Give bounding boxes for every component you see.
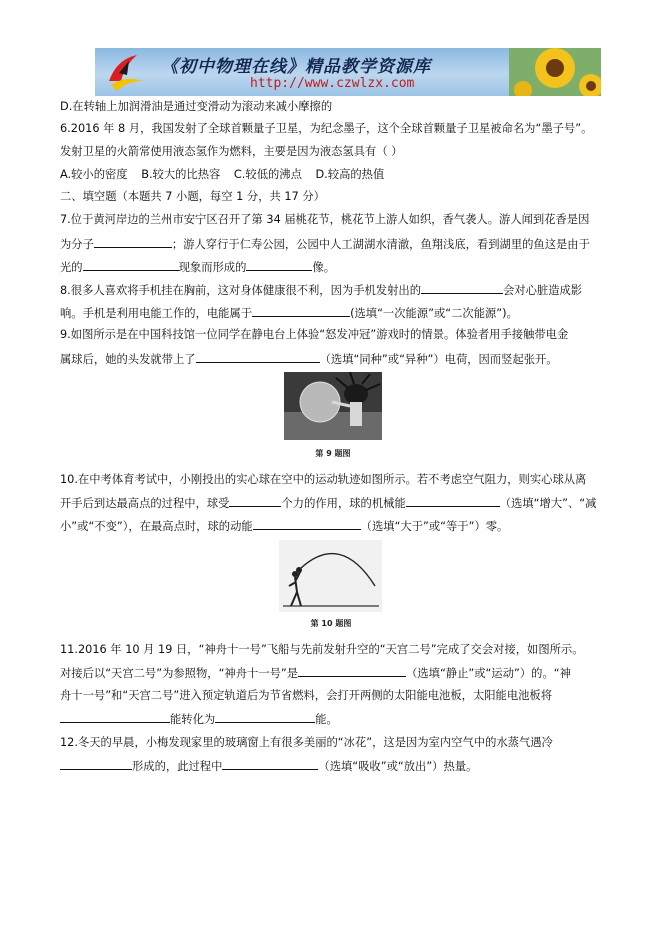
answer-blank[interactable]: [421, 282, 503, 294]
sunflower-icon: [509, 48, 601, 96]
q7-line1: 7.位于黄河岸边的兰州市安宁区召开了第 34 届桃花节，桃花节上游人如织，香气袭人。游人闻到花香是因: [60, 213, 590, 226]
q6-option-d: D.较高的热值: [315, 168, 385, 181]
answer-blank[interactable]: [298, 665, 406, 677]
q6-line1: 6.2016 年 8 月，我国发射了全球首颗量子卫星，为纪念墨子，这个全球首颗量子卫星被命名为“墨子号”。: [60, 122, 593, 135]
figure-9-caption: 第 9 题图: [315, 449, 351, 458]
figure-10: [279, 540, 382, 633]
q6-option-a: A.较小的密度: [60, 168, 128, 181]
q10-line1: 10.在中考体育考试中，小刚投出的实心球在空中的运动轨迹如图所示。若不考虑空气阻力，则实心球从离: [60, 473, 587, 486]
answer-blank[interactable]: [83, 259, 179, 271]
q9-line1: 9.如图所示是在中国科技馆一位同学在静电台上体验“怒发冲冠”游戏时的情景。体验者用手接触带电金: [60, 328, 569, 341]
q7-line2: 为分子 ；游人穿行于仁寿公园，公园中人工湖湖水清澈，鱼翔浅底，看到湖里的鱼这是由于: [60, 238, 590, 251]
answer-blank[interactable]: [60, 711, 170, 723]
q12-line2: 形成的，此过程中 （选填“吸收”或“放出”）热量。: [60, 758, 477, 775]
header-banner: [95, 48, 601, 96]
q9-line2: 属球后，她的头发就带上了 （选填“同种”或“异种”）电荷，因而竖起张开。: [60, 353, 558, 366]
q7-line3: 光的 现象而形成的 像。: [60, 261, 336, 274]
answer-blank[interactable]: [94, 236, 172, 248]
q11-line2: 对接后以“天宫二号”为参照物，“神舟十一号”是 （选填“静止”或“运动”）的。“神: [60, 667, 571, 680]
answer-blank[interactable]: [60, 758, 132, 770]
answer-blank[interactable]: [229, 495, 281, 507]
answer-blank[interactable]: [196, 351, 320, 363]
q8-line1: 8.很多人喜欢将手机挂在胸前，这对身体健康很不利，因为手机发射出的 会对心脏造成影: [60, 284, 583, 297]
answer-blank[interactable]: [252, 305, 350, 317]
answer-blank[interactable]: [406, 495, 500, 507]
answer-blank[interactable]: [215, 711, 315, 723]
option-d-line: D.在转轴上加润滑油是通过变滑动为滚动来减小摩擦的: [60, 100, 333, 113]
q10-line3: 小”或“不变”），在最高点时，球的动能 （选填“大于”或“等于”）零。: [60, 520, 509, 533]
figure-10-caption: 第 10 题图: [310, 619, 352, 628]
q12-line1: 12.冬天的早晨，小梅发现家里的玻璃窗上有很多美丽的“冰花”，这是因为室内空气中的水蒸气遇冷: [60, 736, 553, 749]
figure-9: [284, 372, 382, 462]
q11-line3: 舟十一号”和“天宫二号”进入预定轨道后为节省燃料，会打开两侧的太阳能电池板，太阳能电池板将: [60, 689, 553, 702]
section-heading: 二、填空题（本题共 7 小题，每空 1 分，共 17 分）: [60, 190, 325, 203]
q6-options: [60, 167, 394, 183]
answer-blank[interactable]: [253, 518, 361, 530]
q6-line2: 发射卫星的火箭常使用液态氢作为燃料，主要是因为液态氢具有（ ）: [60, 145, 403, 158]
q11-line4: 能转化为 能。: [60, 711, 338, 728]
logo-icon: [103, 51, 147, 93]
q10-line2: 开手后到达最高点的过程中，球受 个力的作用，球的机械能 （选填“增大”、“减: [60, 497, 597, 510]
q8-line2: 响。手机是利用电能工作的，电能属于 (选填“一次能源”或“二次能源”)。: [60, 307, 518, 320]
answer-blank[interactable]: [246, 259, 312, 271]
banner-url[interactable]: http://www.czwlzx.com: [250, 76, 415, 91]
q6-option-c: C.较低的沸点: [233, 168, 302, 181]
answer-blank[interactable]: [222, 758, 318, 770]
q6-option-b: B.较大的比热容: [141, 168, 221, 181]
q11-line1: 11.2016 年 10 月 19 日，“神舟十一号”飞船与先前发射升空的“天宫二号”完成了交会对接，如图所示。: [60, 643, 584, 656]
banner-title: 《初中物理在线》精品教学资源库: [161, 57, 431, 77]
